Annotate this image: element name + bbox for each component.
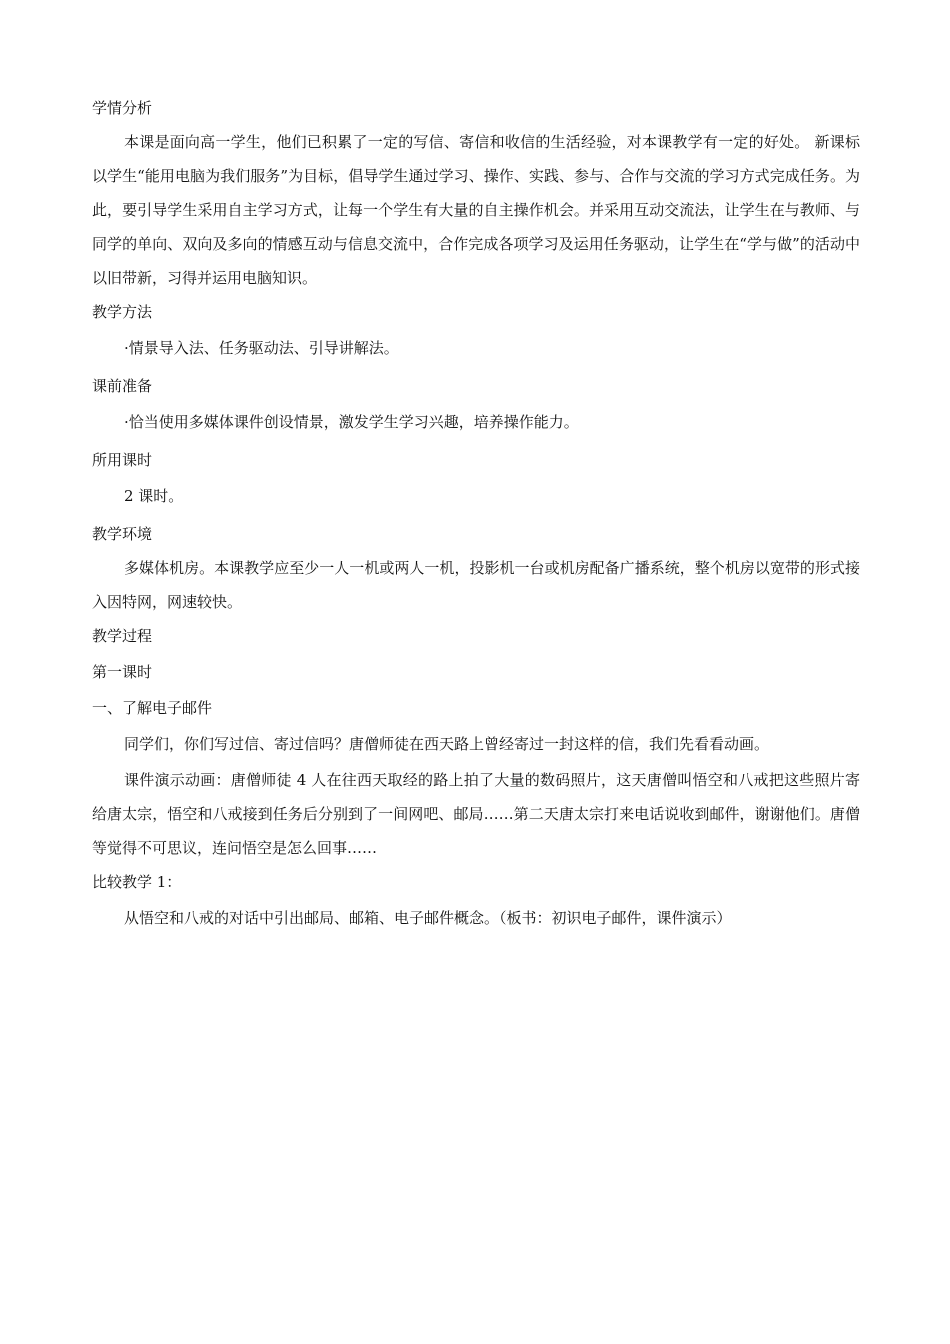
section-heading-environment: 教学环境	[92, 525, 153, 543]
paragraph-animation-story: 课件演示动画：唐僧师徒 4 人在往西天取经的路上拍了大量的数码照片，这天唐僧叫悟空和八戒把这些照片寄给唐太宗，悟空和八戒接到任务后分别到了一间网吧、邮局……第二天唐太宗打来电话说收到邮件，谢谢他们。唐僧等觉得不可思议，连问悟空是怎么回事……	[92, 771, 860, 857]
section-heading-comparison-1: 比较教学 1：	[92, 873, 182, 891]
paragraph-learner-analysis: 本课是面向高一学生，他们已积累了一定的写信、寄信和收信的生活经验，对本课教学有一定的好处。 新课标以学生“能用电脑为我们服务”为目标，倡导学生通过学习、操作、实践、参与、合作与交流的学习方式完成任务。为此，要引导学生采用自主学习方式，让每一个学生有大量的自主操作机会。并采用互动交流法，让学生在与教师、与同学的单向、双向及多向的情感互动与信息交流中，合作完成各项学习及运用任务驱动，让学生在“学与做”的活动中以旧带新，习得并运用电脑知识。	[92, 133, 860, 287]
section-heading-process: 教学过程	[92, 627, 153, 645]
paragraph-comparison-1: 从悟空和八戒的对话中引出邮局、邮箱、电子邮件概念。（板书：初识电子邮件，课件演示）	[124, 909, 732, 927]
section-heading-learner-analysis: 学情分析	[92, 99, 153, 117]
paragraph-environment: 多媒体机房。本课教学应至少一人一机或两人一机，投影机一台或机房配备广播系统，整个机房以宽带的形式接入因特网，网速较快。	[92, 559, 860, 611]
section-heading-first-lesson: 第一课时	[92, 663, 153, 681]
paragraph-intro-question: 同学们，你们写过信、寄过信吗？唐僧师徒在西天路上曾经寄过一封这样的信，我们先看看动画。	[124, 735, 770, 753]
paragraph-preparation: ·恰当使用多媒体课件创设情景，激发学生学习兴趣，培养操作能力。	[124, 413, 579, 431]
section-heading-email-intro: 一、了解电子邮件	[92, 699, 213, 717]
document-page	[92, 98, 860, 946]
paragraph-class-hours: 2 课时。	[124, 487, 184, 505]
section-heading-preparation: 课前准备	[92, 377, 153, 395]
paragraph-teaching-methods: ·情景导入法、任务驱动法、引导讲解法。	[124, 339, 399, 357]
section-heading-class-hours: 所用课时	[92, 451, 153, 469]
section-heading-teaching-methods: 教学方法	[92, 303, 153, 321]
